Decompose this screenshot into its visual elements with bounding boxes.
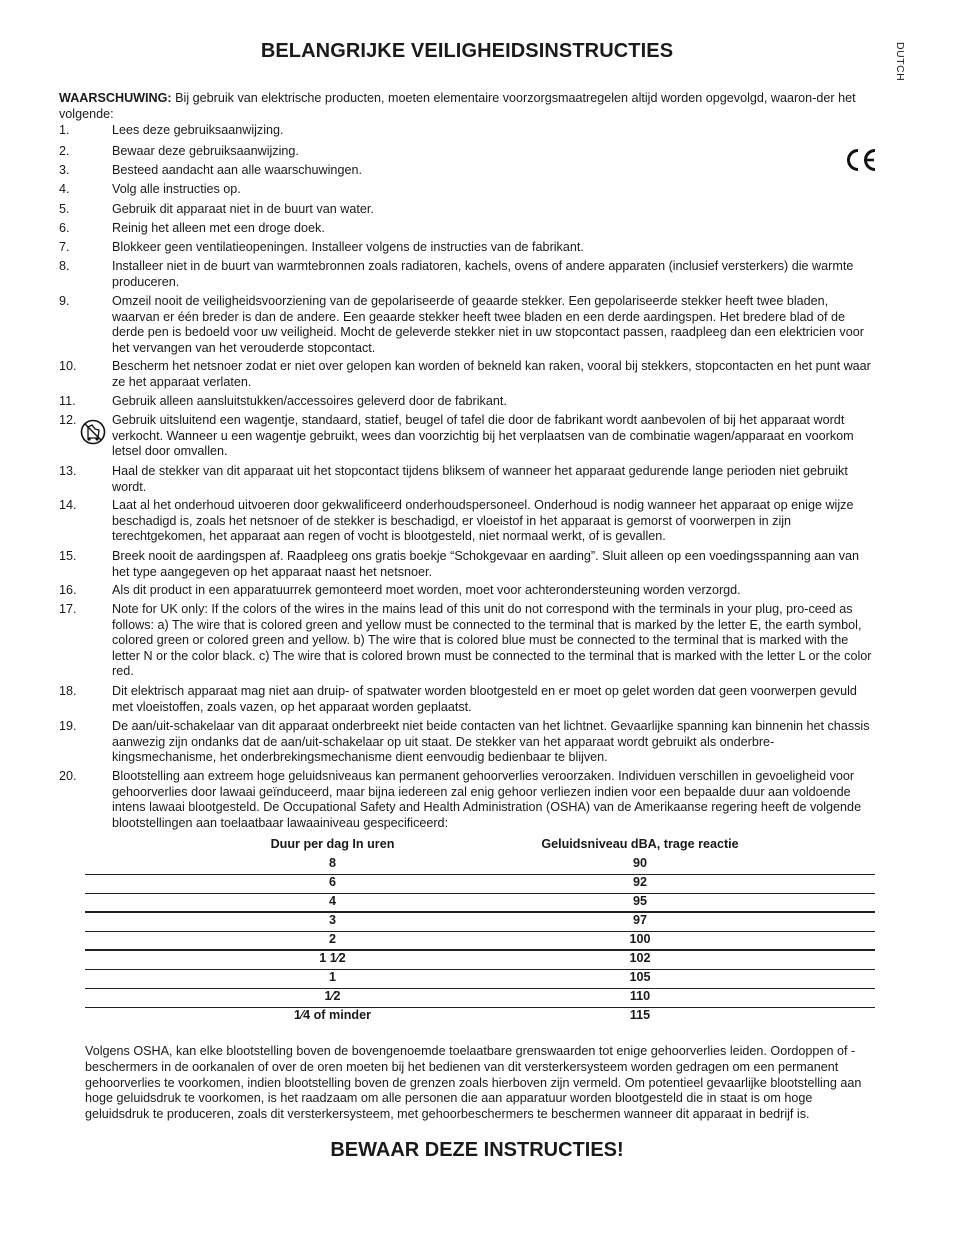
item-number: 2.: [59, 144, 70, 158]
item-text: Gebruik uitsluitend een wagentje, standaard, statief, beugel of tafel die door de fabrikant wordt aanbevolen of bij het apparaat wordt verkocht. Wanneer u een wagentje gebruikt, wees dan voorzichtig bij het verplaatsen van de combinatie wagen/apparaat en voorkom letsel door omvallen.: [112, 413, 854, 459]
item-text: Breek nooit de aardingspen af. Raadpleeg ons gratis boekje “Schokgevaar en aarding”. Sluit alleen op een voedingsspanning aan van het type aangegeven op het apparaat naast het netsnoer.: [112, 549, 860, 579]
item-text: Note for UK only: If the colors of the wires in the mains lead of this unit do not correspond with the terminals in your plug, pro-ceed as follows: a) The wire that is colored green and yellow must be connected to the terminal that is marked by the letter E, the earth symbol, colored green or colored green and yellow. b) The wire that is colored blue must be connected to the terminal that is marked with the letter N or the color black. c) The wire that is colored brown must be connected to the terminal that is marked with the letter L or the color red.: [112, 602, 872, 679]
item-number: 7.: [59, 240, 70, 254]
item-number: 13.: [59, 464, 77, 478]
item-text: De aan/uit-schakelaar van dit apparaat onderbreekt niet beide contacten van het lichtnet. Gevaarlijke spanning kan binnenin het chassis aanwezig zijn ondanks dat de aan/uit-schakelaar op uit staat. De stekker van het apparaat wordt gebruikt als onderbre-kingsmechanisme, het onderbrekingsmechanisme dient eenvoudig bedienbaar te blijven.: [112, 719, 870, 765]
item-text: Omzeil nooit de veiligheidsvoorziening van de gepolariseerde of geaarde stekker. Een gepolariseerde stekker heeft twee bladen, waarvan er één breder is dan de andere. Een geaarde stekker heeft twee bladen en een derde aardingspen. Het bredere blad of de derde pen is bedoeld voor uw veiligheid. Mocht de geleverde stekker niet in uw stopcontact passen, raadpleeg dan een elektricien voor het vervangen van het verouderde stopcontact.: [112, 294, 864, 355]
table-header: [85, 837, 875, 853]
item-text: Reinig het alleen met een droge doek.: [112, 221, 325, 235]
item-text: Blokkeer geen ventilatieopeningen. Installeer volgens de instructies van de fabrikant.: [112, 240, 584, 254]
cart-tip-warning-icon: [80, 417, 106, 447]
item-text: Bescherm het netsnoer zodat er niet over gelopen kan worden of bekneld kan raken, vooral bij stekkers, stopcontacten en het punt waar ze het apparaat verlaten.: [112, 359, 871, 389]
table-row: [85, 1008, 875, 1027]
language-label: DUTCH: [894, 42, 906, 82]
table-row: [85, 970, 875, 989]
table-row: [85, 875, 875, 894]
item-number: 9.: [59, 294, 70, 308]
cell-sound-level: 105: [629, 970, 651, 984]
item-text: Blootstelling aan extreem hoge geluidsniveaus kan permanent gehoorverlies veroorzaken. Individuen verschillen in gevoeligheid voor gehoorverlies door lawaai geïnduceerd, maar bijna iedereen zal enig gehoor verliezen indien voor een bepaalde duur aan voldoende intens lawaai blootgesteld. De Occupational Safety and Health Administration (OSHA) van de Amerikaanse regering heeft de volgende blootstellingen aan toelaatbaar lawaainiveau gespecificeerd:: [112, 769, 862, 830]
item-number: 20.: [59, 769, 77, 783]
column-header-duration: Duur per dag In uren: [270, 837, 395, 851]
item-number: 6.: [59, 221, 70, 235]
cell-duration: 1 1⁄2: [319, 951, 346, 965]
cell-duration: 1⁄2: [324, 989, 341, 1003]
footer-heading: BEWAAR DEZE INSTRUCTIES!: [330, 1139, 624, 1161]
cell-duration: 4: [328, 894, 336, 908]
cell-sound-level: 97: [632, 913, 647, 927]
cell-sound-level: 100: [629, 932, 651, 946]
table-row: [85, 932, 875, 951]
item-text: Gebruik dit apparaat niet in de buurt van water.: [112, 202, 374, 216]
table-row: [85, 951, 875, 970]
item-text: Dit elektrisch apparaat mag niet aan druip- of spatwater worden blootgesteld en er moet op gelet worden dat geen voorwerpen gevuld met vloeistoffen, zoals vazen, op het apparaat worden geplaatst.: [112, 684, 857, 714]
item-text: Besteed aandacht aan alle waarschuwingen.: [112, 163, 362, 177]
warning-intro: [59, 91, 874, 122]
table-row: [85, 856, 875, 875]
item-number: 19.: [59, 719, 77, 733]
item-text: Lees deze gebruiksaanwijzing.: [112, 123, 284, 137]
cell-sound-level: 115: [629, 1008, 651, 1022]
item-number: 15.: [59, 549, 77, 563]
item-number: 12.: [59, 413, 77, 427]
item-number: 16.: [59, 583, 77, 597]
item-text: Als dit product in een apparatuurrek gemonteerd moet worden, moet voor achterondersteuning worden verzorgd.: [112, 583, 741, 597]
cell-sound-level: 92: [632, 875, 647, 889]
item-number: 11.: [59, 394, 76, 408]
cell-sound-level: 90: [632, 856, 647, 870]
item-number: 5.: [59, 202, 70, 216]
cell-sound-level: 110: [629, 989, 651, 1003]
item-number: 1.: [59, 123, 70, 137]
item-number: 4.: [59, 182, 70, 196]
item-number: 8.: [59, 259, 70, 273]
cell-duration: 2: [328, 932, 336, 946]
cell-duration: 3: [328, 913, 336, 927]
cell-duration: 1: [328, 970, 336, 984]
cell-duration: 8: [328, 856, 336, 870]
cell-duration: 1⁄4 of minder: [294, 1008, 371, 1022]
item-number: 3.: [59, 163, 70, 177]
warning-text: Bij gebruik van elektrische producten, moeten elementaire voorzorgsmaatregelen altijd worden opgevolgd, waaron-der het volgende:: [59, 91, 856, 121]
cell-duration: 6: [328, 875, 336, 889]
page-title: BELANGRIJKE VEILIGHEIDSINSTRUCTIES: [260, 40, 674, 62]
table-row: [85, 913, 875, 932]
table-row: [85, 989, 875, 1008]
item-text: Volg alle instructies op.: [112, 182, 241, 196]
table-row: [85, 894, 875, 913]
cell-sound-level: 102: [629, 951, 651, 965]
item-text: Haal de stekker van dit apparaat uit het stopcontact tijdens bliksem of wanneer het apparaat gedurende lange perioden niet gebruikt wordt.: [112, 464, 848, 494]
item-text: Installeer niet in de buurt van warmtebronnen zoals radiatoren, kachels, ovens of andere apparaten (inclusief versterkers) die warmte produceren.: [112, 259, 854, 289]
osha-paragraph: Volgens OSHA, kan elke blootstelling boven de bovengenoemde toelaatbare grenswaarden tot enige gehoorverlies leiden. Oordoppen of -beschermers in de oorkanalen of over de oren moeten bij het bedienen van dit versterkersysteem worden gedragen om een permanent gehoorverlies te voorkomen, indien blootstelling boven de grenzen zoals hierboven zijn vermeld. Om potentieel gevaarlijke blootstelling aan hoge geluidsdruk te voorkomen, is het raadzaam om alle personen die aan apparatuur worden blootgesteld die in staat is om hoge geluidsdruk te produceren, zoals dit versterkersysteem, met gehoorbeschermers te beschermen wanneer dit apparaat in bedrijf is.: [85, 1044, 862, 1122]
cell-sound-level: 95: [632, 894, 647, 908]
warning-label: WAARSCHUWING:: [59, 91, 172, 105]
item-text: Gebruik alleen aansluitstukken/accessoires geleverd door de fabrikant.: [112, 394, 507, 408]
item-number: 18.: [59, 684, 77, 698]
column-header-sound-level: Geluidsniveau dBA, trage reactie: [541, 837, 739, 851]
item-number: 10.: [59, 359, 77, 373]
item-number: 14.: [59, 498, 77, 512]
item-number: 17.: [59, 602, 77, 616]
item-text: Bewaar deze gebruiksaanwijzing.: [112, 144, 299, 158]
item-text: Laat al het onderhoud uitvoeren door gekwalificeerd onderhoudspersoneel. Onderhoud is nodig wanneer het apparaat op enige wijze beschadigd is, zoals het netsnoer of de stekker is beschadigd, er vloeistof in het apparaat is gemorst of voorwerpen in zijn terechtgekomen, het apparaat aan regen of vocht is blootgesteld, niet normaal werkt, of is gevallen.: [112, 498, 854, 544]
